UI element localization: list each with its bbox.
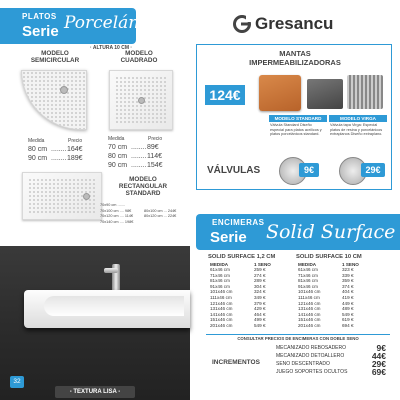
mantas-title: MANTAS IMPERMEABILIZADORAS	[249, 49, 341, 67]
modelo-standard-tag: MODELO STANDARD	[269, 115, 327, 122]
cuadrado-tray-image	[109, 70, 173, 130]
faucet-spout	[104, 268, 118, 273]
table2-title: SOLID SURFACE 10 CM	[296, 254, 362, 260]
mantas-card	[196, 44, 392, 190]
valve-viga-price: 29€	[361, 163, 385, 177]
sink-caption-banner	[55, 386, 135, 398]
sink-photo	[0, 246, 190, 400]
divider-line	[206, 334, 390, 335]
sink-basin	[24, 290, 190, 328]
gresancu-g-icon	[232, 14, 252, 34]
valve-standard-price: 9€	[299, 163, 319, 177]
mantas-price-badge	[205, 85, 245, 105]
inc-row: JUEGO SOPORTES OCULTOS 69€	[276, 367, 386, 377]
solid-surface-table-2	[296, 254, 386, 329]
encimeras-banner	[196, 214, 400, 250]
sink-caption: - TEXTURA LISA -	[69, 389, 121, 395]
solid-surface-table-1	[208, 254, 292, 329]
page-number: 32	[10, 376, 24, 388]
rectangular-tray-image	[22, 172, 102, 220]
platos-prefix: PLATOS	[22, 12, 57, 21]
drain-box-image	[307, 79, 343, 109]
inc-row: SENO DESCENTRADO 29€	[276, 359, 386, 369]
encimeras-serie: Serie	[210, 229, 247, 246]
platos-banner	[0, 8, 165, 44]
platos-title: Porcelánico	[64, 13, 165, 33]
semicircular-price-table: Medida Precio 80 cm ........ 164€ 90 cm ........ 189€	[28, 138, 83, 162]
drain-icon	[83, 193, 90, 200]
cuadrado-price-table: Medida Precio 70 cm ........ 89€ 80 cm ........ 114€ 90 cm ........ 154€	[108, 136, 163, 169]
sink-bowl	[44, 296, 184, 316]
drain-icon	[60, 86, 68, 94]
modelo-viga-text: Válvula tapa Virga: Especial platos de resina y porcelánicos extraplanos Diseño extraplano.	[330, 123, 383, 137]
valvulas-title: VÁLVULAS	[207, 165, 261, 176]
incrementos-title: INCREMENTOS	[212, 359, 260, 366]
drain-grid-image	[347, 75, 383, 109]
modelo-viga-tag: MODELO VIRGA	[329, 115, 387, 122]
table2: MEDIDA 1 SENO 61x46 cm 323 € 71x46 cm 339 € 81x46 cm 359 € 91x46 cm 374 € 101x46 cm 404 € 111x46 cm 419 € 121x46 cm 449 € 131x46 cm 489 € 141x46 cm 549 € 151x46 cm 619 € 201x46 cm 694 €	[298, 262, 359, 328]
inc-row: MECANIZADO DETOALLERO 44€	[276, 351, 386, 361]
rectangular-label: MODELO RECTANGULAR STANDARD	[118, 176, 168, 197]
drain-icon	[138, 97, 145, 104]
table1-title: SOLID SURFACE 1,2 CM	[208, 254, 276, 260]
mantas-price: 124€	[209, 87, 241, 103]
platos-height-note: · ALTURA 10 CM ·	[90, 45, 133, 51]
encimeras-prefix: ENCIMERAS	[212, 218, 265, 227]
cuadrado-label: MODELO CUADRADO	[120, 50, 158, 64]
semicircular-tray-image	[21, 70, 87, 130]
inc-row: MECANIZADO REBOSADERO 9€	[276, 343, 386, 353]
membrane-roll-image	[259, 75, 301, 111]
modelo-standard-text: Válvula Standard Diseño especial para platos acrílicos y platos porcelánicos standard.	[270, 123, 322, 137]
encimeras-title: Solid Surface	[266, 221, 396, 243]
rectangular-price-table: 70x90 cm ....... 70x100 cm .... 98€ 80x100 cm ... 244€ 70x120 cm .... 114€ 80x120 cm ... 224€ 70x140 cm .... 198€	[100, 203, 177, 224]
semicircular-label: MODELO SEMICIRCULAR	[30, 50, 80, 64]
table1: MEDIDA 1 SENO 61x46 cm 259 € 71x46 cm 274 € 81x46 cm 289 € 91x46 cm 304 € 101x46 cm 324 € 111x46 cm 349 € 121x46 cm 379 € 131x46 cm 429 € 141x46 cm 464 € 151x46 cm 499 € 201x46 cm 549 €	[210, 262, 271, 328]
doble-seno-note: CONSULTAR PRECIOS DE ENCIMERAS CON DOBLE SENO	[237, 336, 359, 341]
brand-name: Gresancu	[255, 14, 334, 33]
brand-logo	[232, 14, 333, 34]
incrementos-list	[276, 344, 386, 376]
platos-serie: Serie	[22, 23, 59, 40]
